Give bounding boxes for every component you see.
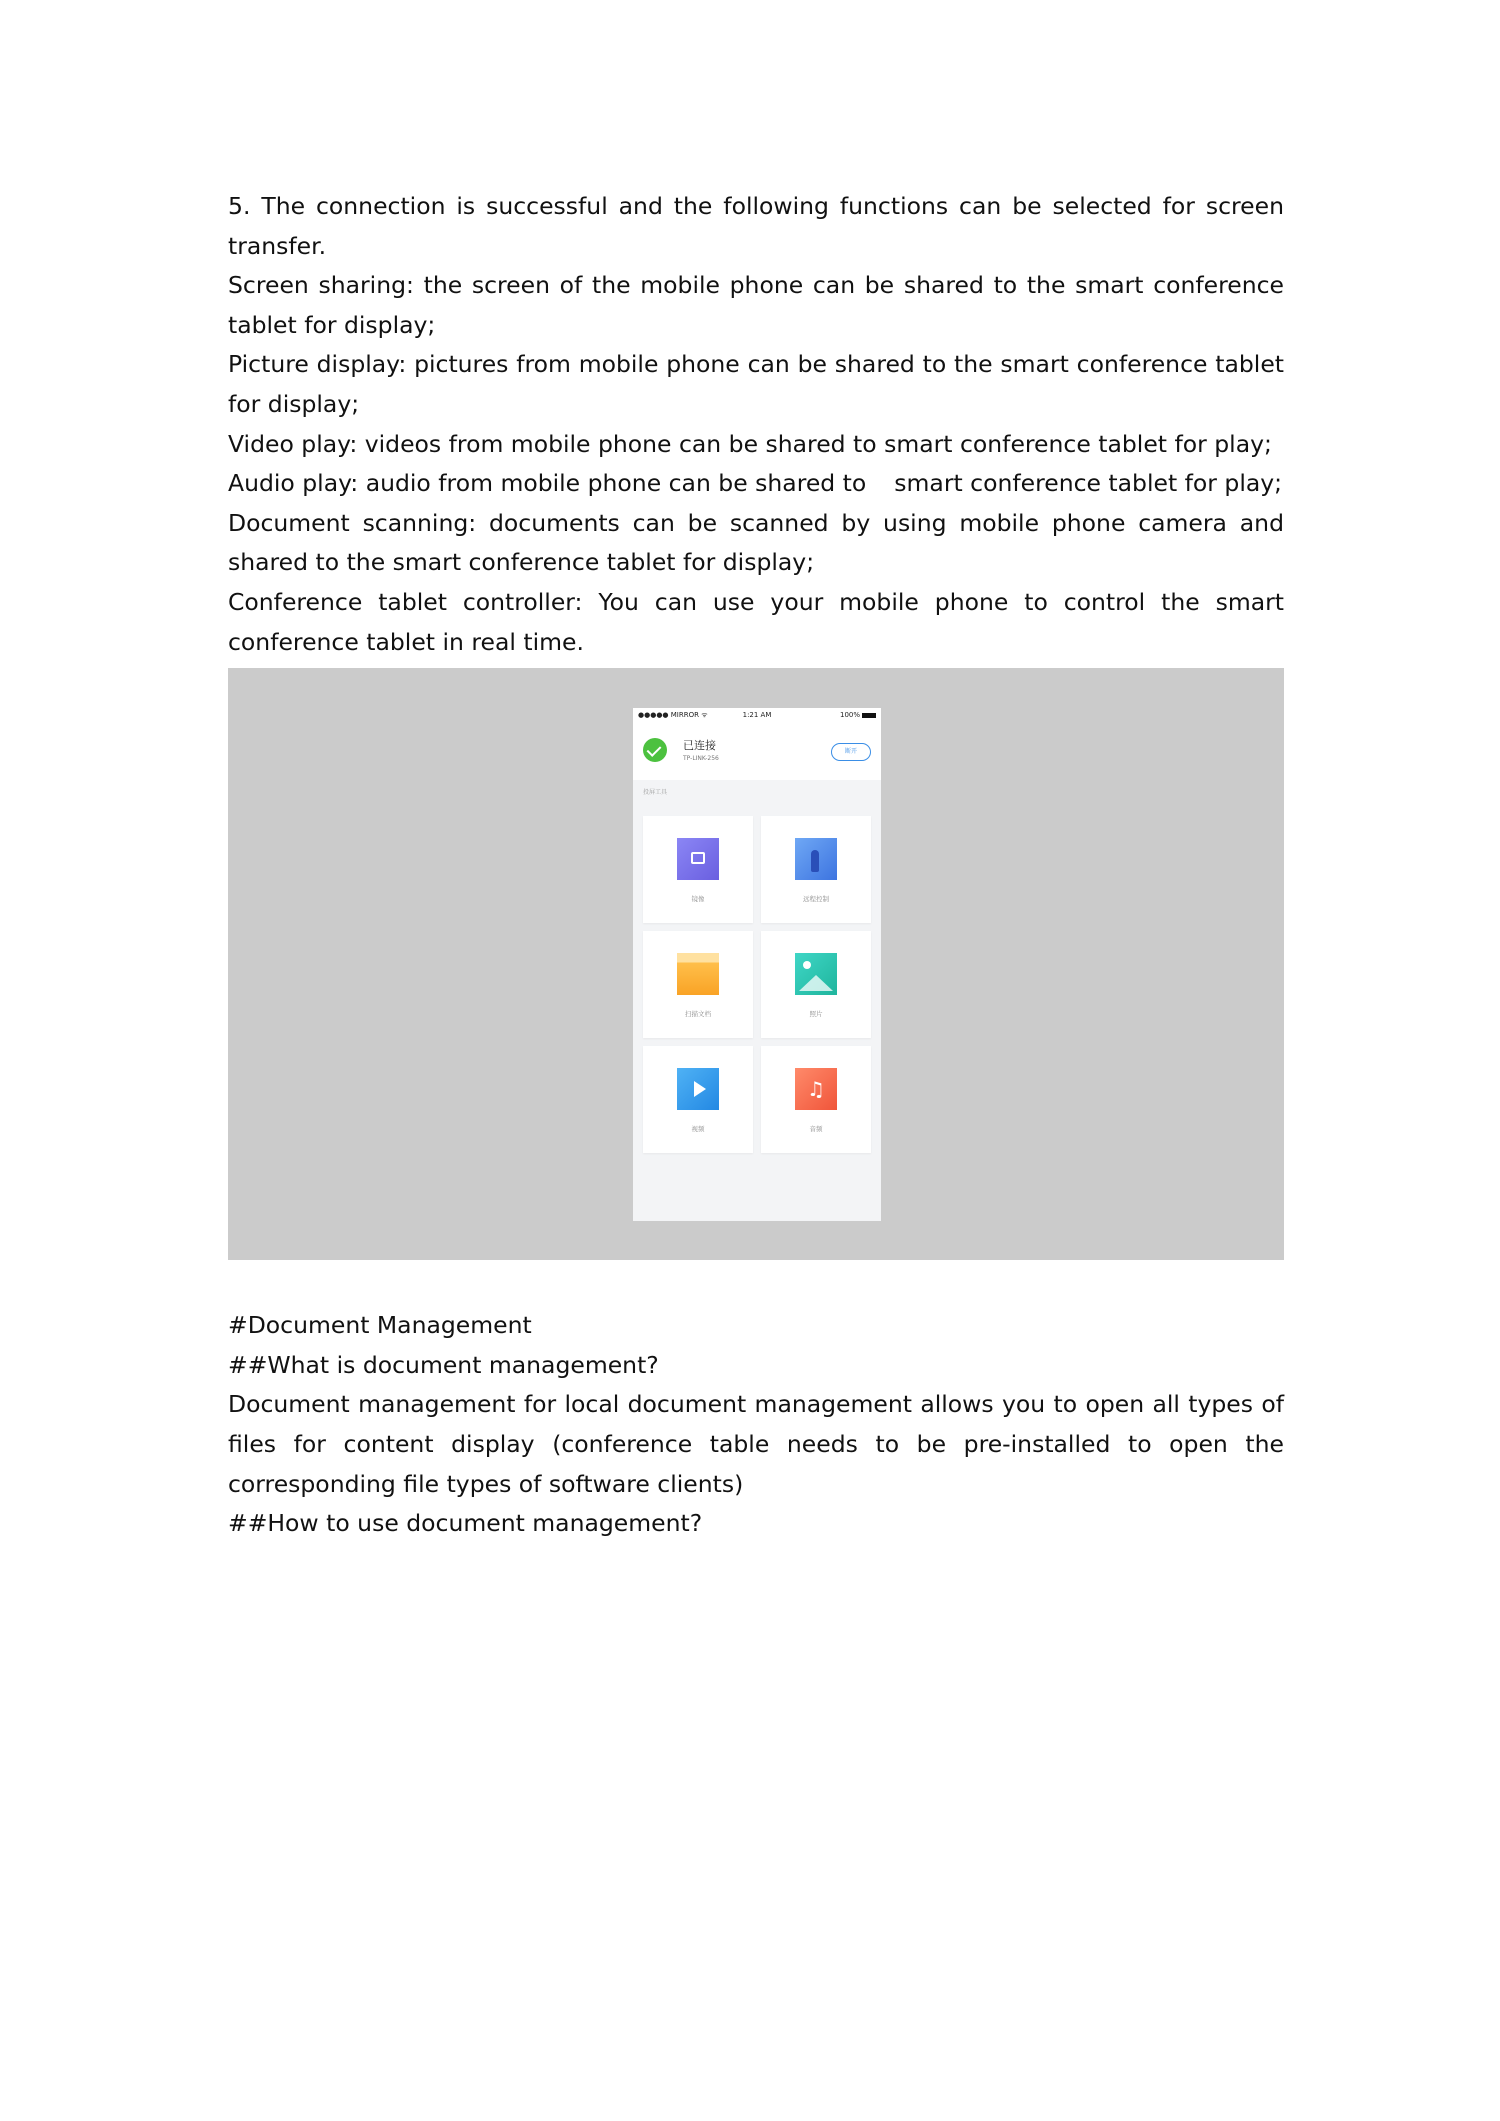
paragraph-picture-display: Picture display: pictures from mobile phone can be shared to the smart conference tablet for display; bbox=[228, 350, 1284, 418]
tile-mirror[interactable] bbox=[643, 816, 753, 923]
paragraph-connection-success: 5. The connection is successful and the following functions can be selected for screen transfer. bbox=[228, 192, 1284, 260]
music-note-glyph: ♫ bbox=[807, 1077, 825, 1102]
section-label: 投屏工具 bbox=[643, 789, 668, 797]
tile-audio[interactable] bbox=[761, 1046, 871, 1153]
tile-label: 照片 bbox=[809, 1010, 823, 1019]
paragraph-document-management: Document management for local document management allows you to open all types of files for content display (conference table needs to be pre-installed to open the corresponding file types of software clients) bbox=[228, 1390, 1284, 1498]
tile-photo[interactable] bbox=[761, 931, 871, 1038]
status-time: 1:21 AM bbox=[742, 711, 772, 720]
paragraph-screen-sharing: Screen sharing: the screen of the mobile phone can be shared to the smart conference tablet for display; bbox=[228, 271, 1284, 339]
tile-video[interactable] bbox=[643, 1046, 753, 1153]
remote-control-icon bbox=[795, 838, 837, 880]
tile-label: 扫描文档 bbox=[685, 1010, 711, 1019]
subheading-what-is: ##What is document management? bbox=[228, 1350, 659, 1379]
heading-document-management: #Document Management bbox=[228, 1311, 532, 1340]
paragraph-tablet-controller: Conference tablet controller: You can use your mobile phone to control the smart conference tablet in real time. bbox=[228, 587, 1284, 656]
tile-label: 远程控制 bbox=[803, 895, 829, 904]
tile-scan-document[interactable] bbox=[643, 931, 753, 1038]
connection-header bbox=[633, 722, 881, 780]
connected-title: 已连接 bbox=[683, 739, 716, 753]
network-name: TP-LINK-256 bbox=[683, 755, 719, 763]
scan-document-icon bbox=[677, 953, 719, 995]
disconnect-button[interactable]: 断开 bbox=[831, 743, 871, 761]
phone-screen bbox=[633, 708, 881, 1221]
subheading-how-to-use: ##How to use document management? bbox=[228, 1509, 703, 1538]
tile-label: 视频 bbox=[691, 1125, 705, 1134]
app-screenshot-figure bbox=[228, 668, 1284, 1260]
tile-remote-control[interactable] bbox=[761, 816, 871, 923]
carrier-signal: ●●●●● MIRROR ᯤ bbox=[638, 711, 708, 720]
battery-icon bbox=[862, 713, 876, 718]
audio-play-text-a: Audio play: audio from mobile phone can be shared to bbox=[228, 469, 867, 498]
paragraph-audio-play bbox=[228, 464, 1284, 504]
music-note-icon bbox=[795, 1068, 837, 1110]
document-management-section bbox=[228, 1306, 1284, 1544]
photo-icon bbox=[795, 953, 837, 995]
battery-status bbox=[840, 711, 876, 719]
paragraph-document-scanning: Document scanning: documents can be scanned by using mobile phone camera and shared to the smart conference tablet for display; bbox=[228, 508, 1284, 577]
paragraph-video-play: Video play: videos from mobile phone can be shared to smart conference tablet for play; bbox=[228, 429, 1272, 458]
battery-percent: 100% bbox=[839, 711, 860, 720]
audio-play-text-b: smart conference tablet for play; bbox=[894, 469, 1283, 498]
document-page bbox=[228, 187, 1284, 1544]
tile-label: 镜像 bbox=[691, 895, 705, 904]
video-play-icon bbox=[677, 1068, 719, 1110]
status-bar bbox=[633, 708, 881, 722]
tile-label: 音频 bbox=[809, 1125, 823, 1134]
check-circle-icon bbox=[643, 738, 667, 762]
mirror-icon bbox=[677, 838, 719, 880]
